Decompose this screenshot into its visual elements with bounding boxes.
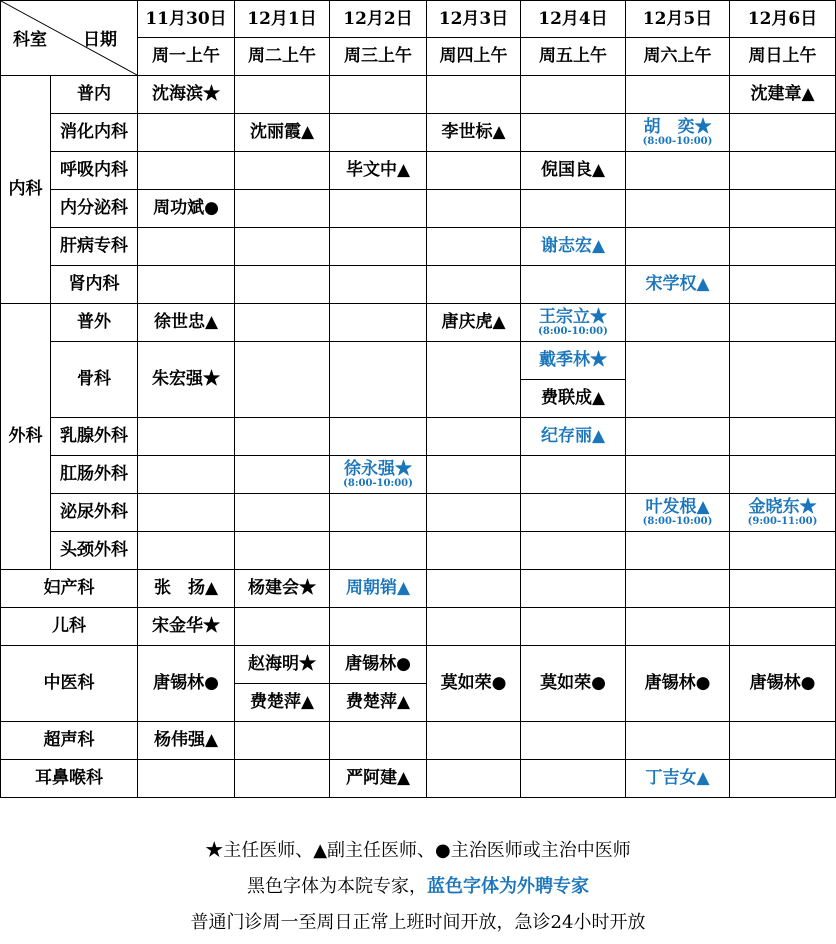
legend-note: ★主任医师、▲副主任医师、●主治医师或主治中医师 bbox=[205, 840, 631, 861]
dept-label: 中医科 bbox=[1, 646, 138, 722]
doctor-name: 金晓东★ bbox=[748, 496, 817, 517]
dept-label: 消化内科 bbox=[51, 114, 138, 152]
doctor-cell: 李世标▲ bbox=[427, 114, 521, 152]
doctor-cell: 毕文中▲ bbox=[330, 152, 427, 190]
clinic-time: (8:00-10:00) bbox=[343, 478, 413, 490]
weekday-header: 周一上午 bbox=[138, 38, 235, 76]
date-header: 12月5日 bbox=[626, 1, 730, 38]
doctor-cell: 朱宏强★ bbox=[138, 342, 235, 418]
doctor-cell: 唐锡林● bbox=[730, 646, 836, 722]
dept-label: 普内 bbox=[51, 76, 138, 114]
doctor-name: 胡 奕★ bbox=[643, 116, 712, 137]
doctor-cell: 唐锡林● bbox=[626, 646, 730, 722]
doctor-cell: 丁吉女▲ bbox=[626, 760, 730, 798]
doctor-cell: 费楚萍▲ bbox=[330, 684, 427, 722]
doctor-cell: 张 扬▲ bbox=[138, 570, 235, 608]
doctor-cell: 沈海滨★ bbox=[138, 76, 235, 114]
clinic-time: (8:00-10:00) bbox=[642, 136, 713, 148]
doctor-cell: 杨建会★ bbox=[235, 570, 330, 608]
doctor-cell: 周功斌● bbox=[138, 190, 235, 228]
doctor-cell: 沈建章▲ bbox=[730, 76, 836, 114]
weekday-header: 周三上午 bbox=[330, 38, 427, 76]
doctor-cell: 谢志宏▲ bbox=[521, 228, 626, 266]
dept-label: 耳鼻喉科 bbox=[1, 760, 138, 798]
doctor-cell: 宋学权▲ bbox=[626, 266, 730, 304]
dept-label: 泌尿外科 bbox=[51, 494, 138, 532]
date-header: 12月1日 bbox=[235, 1, 330, 38]
doctor-cell: 杨伟强▲ bbox=[138, 722, 235, 760]
doctor-cell: 纪存丽▲ bbox=[521, 418, 626, 456]
doctor-cell: 莫如荣● bbox=[427, 646, 521, 722]
date-header: 12月3日 bbox=[427, 1, 521, 38]
notes bbox=[0, 833, 836, 941]
dept-label: 乳腺外科 bbox=[51, 418, 138, 456]
dept-label: 肝病专科 bbox=[51, 228, 138, 266]
doctor-cell bbox=[626, 494, 730, 532]
doctor-cell: 莫如荣● bbox=[521, 646, 626, 722]
clinic-time: (8:00-10:00) bbox=[642, 516, 713, 528]
group-label-waike: 外科 bbox=[1, 304, 51, 570]
clinic-time: (9:00-11:00) bbox=[747, 516, 818, 528]
weekday-header: 周日上午 bbox=[730, 38, 836, 76]
doctor-name: 王宗立★ bbox=[539, 306, 607, 327]
date-header: 12月6日 bbox=[730, 1, 836, 38]
doctor-cell: 严阿建▲ bbox=[330, 760, 427, 798]
corner-cell bbox=[1, 1, 138, 76]
doctor-cell bbox=[330, 456, 427, 494]
dept-label: 骨科 bbox=[51, 342, 138, 418]
group-label-neike: 内科 bbox=[1, 76, 51, 304]
doctor-cell: 费楚萍▲ bbox=[235, 684, 330, 722]
dept-label: 呼吸内科 bbox=[51, 152, 138, 190]
date-header: 12月4日 bbox=[521, 1, 626, 38]
dept-label: 妇产科 bbox=[1, 570, 138, 608]
date-header: 12月2日 bbox=[330, 1, 427, 38]
dept-label: 超声科 bbox=[1, 722, 138, 760]
doctor-cell: 赵海明★ bbox=[235, 646, 330, 684]
corner-date-label: 日期 bbox=[83, 30, 117, 50]
doctor-cell: 费联成▲ bbox=[521, 380, 626, 418]
doctor-cell: 徐世忠▲ bbox=[138, 304, 235, 342]
doctor-cell: 倪国良▲ bbox=[521, 152, 626, 190]
weekday-header: 周二上午 bbox=[235, 38, 330, 76]
weekday-header: 周六上午 bbox=[626, 38, 730, 76]
dept-label: 肾内科 bbox=[51, 266, 138, 304]
doctor-cell: 宋金华★ bbox=[138, 608, 235, 646]
doctor-name: 叶发根▲ bbox=[645, 496, 710, 517]
doctor-cell: 唐锡林● bbox=[330, 646, 427, 684]
clinic-time: (8:00-10:00) bbox=[538, 326, 608, 338]
dept-label: 肛肠外科 bbox=[51, 456, 138, 494]
dept-label: 儿科 bbox=[1, 608, 138, 646]
doctor-cell: 沈丽霞▲ bbox=[235, 114, 330, 152]
doctor-cell bbox=[626, 114, 730, 152]
doctor-name: 徐永强★ bbox=[344, 458, 412, 479]
color-note bbox=[0, 869, 836, 905]
doctor-cell: 戴季林★ bbox=[521, 342, 626, 380]
date-header: 11月30日 bbox=[138, 1, 235, 38]
doctor-cell bbox=[521, 304, 626, 342]
color-note-blue: 蓝色字体为外聘专家 bbox=[427, 876, 589, 897]
hours-note: 普通门诊周一至周日正常上班时间开放，急诊24小时开放 bbox=[190, 912, 646, 933]
doctor-cell: 唐庆虎▲ bbox=[427, 304, 521, 342]
dept-label: 普外 bbox=[51, 304, 138, 342]
doctor-cell: 唐锡林● bbox=[138, 646, 235, 722]
doctor-cell: 周朝销▲ bbox=[330, 570, 427, 608]
weekday-header: 周四上午 bbox=[427, 38, 521, 76]
color-note-black: 黑色字体为本院专家， bbox=[247, 876, 427, 897]
dept-label: 头颈外科 bbox=[51, 532, 138, 570]
weekday-header: 周五上午 bbox=[521, 38, 626, 76]
dept-label: 内分泌科 bbox=[51, 190, 138, 228]
doctor-cell bbox=[730, 494, 836, 532]
corner-dept-label: 科室 bbox=[13, 30, 47, 50]
